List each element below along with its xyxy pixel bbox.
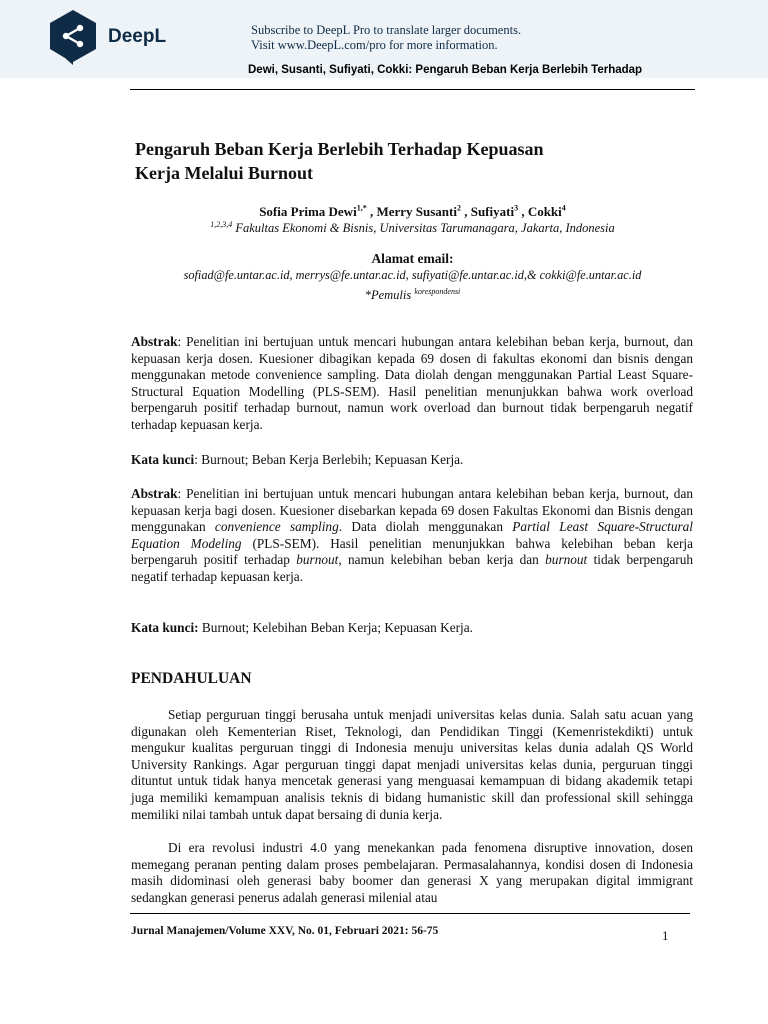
deepl-pro-link[interactable]: www.DeepL.com/pro bbox=[277, 38, 386, 52]
corresponding-note: *Pemulis $^{korespondensi}$ bbox=[364, 286, 461, 302]
intro-paragraph-2: Di era revolusi industri 4.0 yang menekankan pada fenomena disruptive innovation, dosen memegang peranan penting dalam proses pembelajaran. Permasalahannya, kondisi dosen di Indonesia masih didominasi oleh generasi baby boomer dan generasi X yang merupakan digital immigrant sedangkan generasi penerus adalah generasi milenial atau bbox=[131, 840, 693, 905]
paper-title: Pengaruh Beban Kerja Berlebih Terhadap Kepuasan Kerja Melalui Burnout bbox=[135, 139, 544, 183]
footer-rule bbox=[130, 913, 690, 914]
promo-line-1: Subscribe to DeepL Pro to translate larger documents. bbox=[251, 23, 522, 37]
journal-footer: Jurnal Manajemen/Volume XXV, No. 01, Februari 2021: 56-75 bbox=[131, 925, 439, 937]
running-header: Dewi, Susanti, Sufiyati, Cokki: Pengaruh Beban Kerja Berlebih Terhadap bbox=[248, 64, 643, 76]
abstract-paragraph-2: Abstrak: Penelitian ini bertujuan untuk mencari hubungan antara kelebihan beban kerja, burnout, dan kepuasan kerja bagi dosen. Kuesioner disebarkan kepada 69 dosen Fakultas Ekonomi dan Bisnis dengan menggunakan convenience sampling. Data diolah menggunakan Partial Least Square-Structural Equation Modeling (PLS-SEM). Hasil penelitian menunjukkan bahwa kelebihan beban kerja berpengaruh positif terhadap burnout, namun kelebihan beban kerja dan burnout tidak berpengaruh negatif terhadap kepuasan kerja. bbox=[131, 486, 693, 584]
header-rule bbox=[130, 89, 695, 90]
section-heading: PENDAHULUAN bbox=[131, 670, 252, 687]
promo-line-2: Visit www.DeepL.com/pro for more information. bbox=[251, 38, 498, 52]
email-heading: Alamat email: bbox=[371, 251, 454, 266]
deepl-logo[interactable] bbox=[47, 9, 166, 66]
keywords-2: Kata kunci: Burnout; Kelebihan Beban Kerja; Kepuasan Kerja. bbox=[131, 620, 473, 635]
abstract-paragraph-1: Abstrak: Penelitian ini bertujuan untuk mencari hubungan antara kelebihan beban kerja, burnout, dan kepuasan kerja dosen. Kuesioner dibagikan kepada 69 dosen di fakultas ekonomi dan bisnis dengan menggunakan metode convenience sampling. Data diolah dengan menggunakan Partial Least Square-Structural Equation Modelling (PLS-SEM). Hasil penelitian menunjukkan bahwa work overload berpengaruh positif terhadap burnout, namun work overload dan burnout tidak berpengaruh negatif terhadap kepuasan kerja. bbox=[131, 334, 693, 432]
page-number: 1 bbox=[662, 928, 669, 943]
affiliation: $^{1,2,3,4}$ Fakultas Ekonomi & Bisnis, Universitas Tarumanagara, Jakarta, Indonesia bbox=[210, 219, 615, 235]
intro-paragraph-1: Setiap perguruan tinggi berusaha untuk menjadi universitas kelas dunia. Salah satu acuan yang digunakan oleh Kementerian Riset, Teknologi, dan Pendidikan Tinggi (Kemenristekdikti) untuk mengukur kualitas perguruan tinggi di Indonesia menuju universitas kelas dunia adalah QS World University Rankings. Agar perguruan tinggi dapat menjadi universitas kelas dunia, perguruan tinggi dituntut untuk tidak hanya mencetak generasi yang menguasai kemampuan di bidang akademik tetapi juga memiliki kemampuan analisis teknis di bidang humanistic skill dan professional skill sehingga memiliki nilai tambah untuk dapat bersaing di dunia kerja. bbox=[131, 707, 693, 822]
author-list: Sofia Prima Dewi$^{1,*}$ , Merry Susanti$^2$ , Sufiyati$^3$ , Cokki$^4$ bbox=[259, 203, 566, 219]
keywords-1: Kata kunci: Burnout; Beban Kerja Berlebih; Kepuasan Kerja. bbox=[131, 452, 464, 467]
deepl-logo-icon bbox=[47, 9, 99, 66]
deepl-brand-name: DeepL bbox=[108, 25, 167, 47]
email-list: sofiad@fe.untar.ac.id, merrys@fe.untar.ac.id, sufiyati@fe.untar.ac.id,& cokki@fe.untar.ac.id bbox=[183, 268, 642, 282]
promo-text bbox=[251, 23, 521, 53]
